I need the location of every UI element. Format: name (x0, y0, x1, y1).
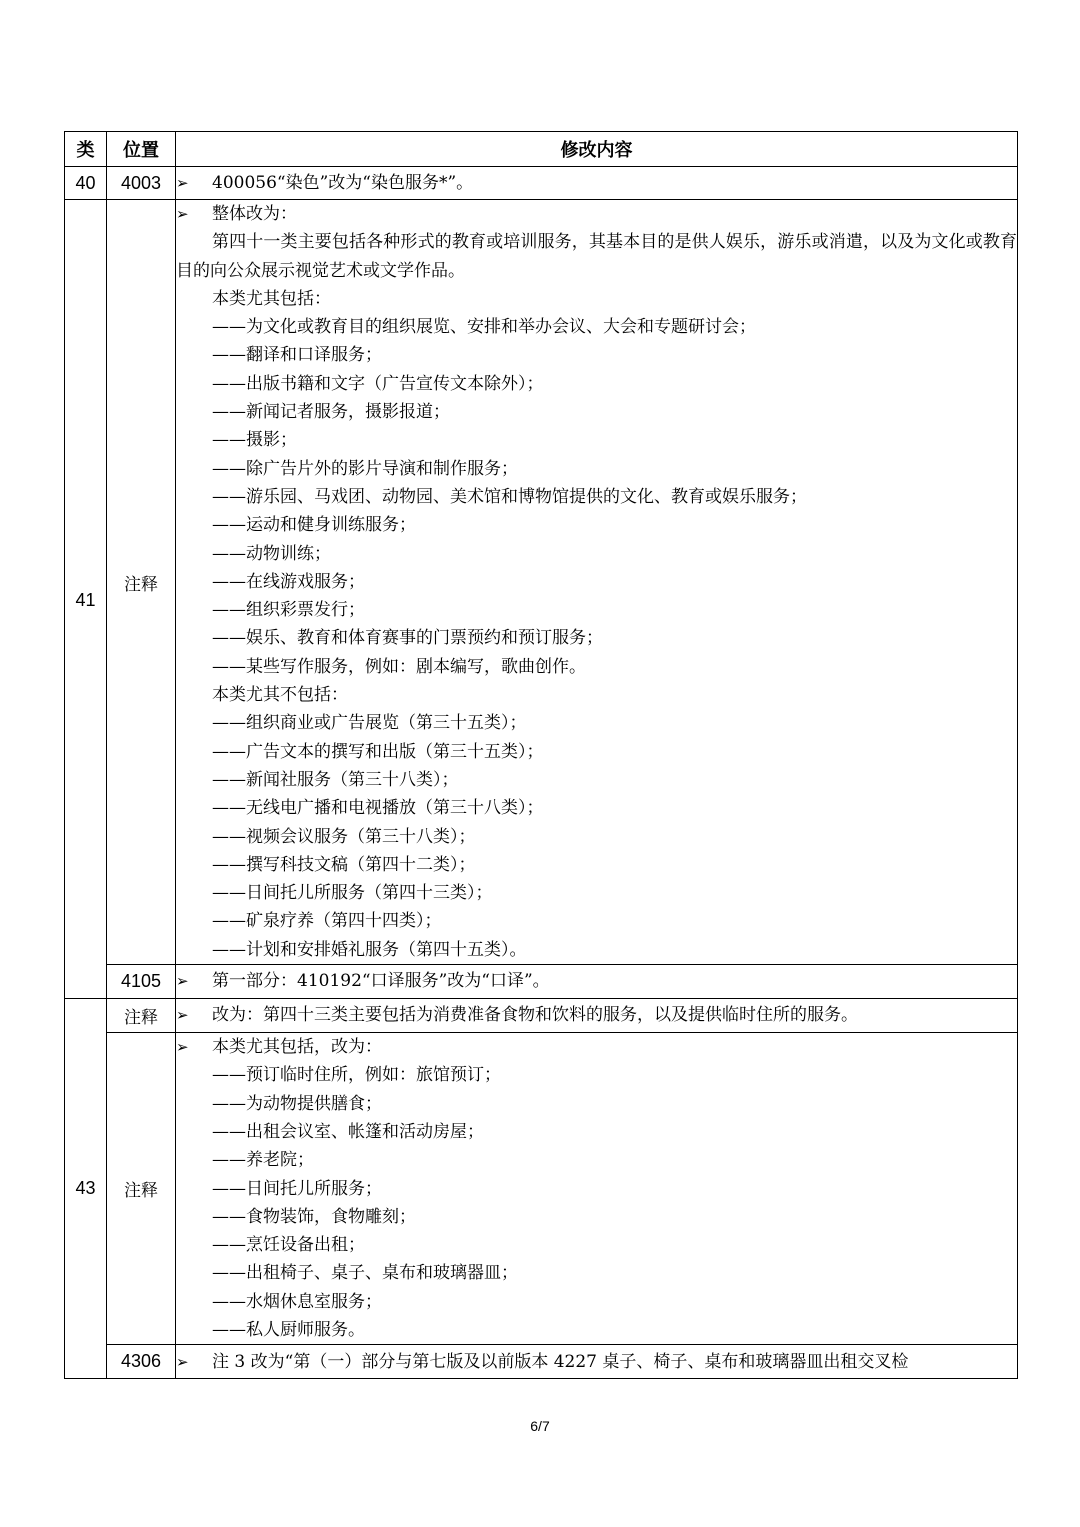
list-item: ——无线电广播和电视播放（第三十八类）； (212, 798, 544, 819)
position-cell-4003: 4003 (107, 167, 176, 200)
table-row-class-43-4306 (65, 1345, 1018, 1379)
list-item: ——在线游戏服务； (212, 571, 365, 592)
list-item: ——出租会议室、帐篷和活动房屋； (212, 1121, 484, 1142)
list-item: ——烹饪设备出租； (212, 1235, 365, 1256)
list-item: ——出租椅子、桌子、桌布和玻璃器皿； (212, 1263, 518, 1284)
list-item: ——娱乐、教育和体育赛事的门票预约和预订服务； (212, 628, 603, 649)
list-item: ——新闻社服务（第三十八类）； (212, 769, 459, 790)
content-intro: 本类尤其包括，改为： (212, 1037, 382, 1058)
list-item: ——矿泉疗养（第四十四类）； (212, 911, 442, 932)
arrow-bullet-icon: ➢ (176, 205, 189, 223)
includes-title: 本类尤其包括： (212, 288, 331, 309)
content-cell-43-note1 (176, 999, 1018, 1033)
list-item: ——日间托儿所服务； (212, 1178, 382, 1199)
list-item: ——养老院； (212, 1150, 314, 1171)
content-cell-4105 (176, 965, 1018, 999)
content-text: 改为：第四十三类主要包括为消费准备食物和饮料的服务，以及提供临时住所的服务。 (212, 1005, 858, 1026)
position-cell-43-note2: 注释 (107, 1033, 176, 1345)
position-cell-4105: 4105 (107, 965, 176, 999)
list-item: ——翻译和口译服务； (212, 345, 382, 366)
page-number: 6/7 (530, 1418, 550, 1434)
list-item: ——日间托儿所服务（第四十三类）； (212, 883, 493, 904)
content-paragraph: 第四十一类主要包括各种形式的教育或培训服务，其基本目的是供人娱乐，游乐或消遣，以及为文化或教育目的向公众展示视觉艺术或文学作品。 (176, 232, 1017, 281)
list-item: ——动物训练； (212, 543, 331, 564)
list-item: ——组织商业或广告展览（第三十五类）； (212, 713, 527, 734)
list-item: ——预订临时住所，例如：旅馆预订； (212, 1065, 501, 1086)
position-cell-43-note1: 注释 (107, 999, 176, 1033)
list-item: ——水烟休息室服务； (212, 1291, 382, 1312)
content-cell-41-note (176, 200, 1018, 965)
content-cell-4306 (176, 1345, 1018, 1379)
table-row-class-40 (65, 167, 1018, 200)
list-item: ——撰写科技文稿（第四十二类）； (212, 854, 476, 875)
content-text: 注 3 改为“第（一）部分与第七版及以前版本 4227 桌子、椅子、桌布和玻璃器皿出租交叉检 (212, 1351, 909, 1372)
arrow-bullet-icon: ➢ (176, 972, 189, 991)
list-item: ——视频会议服务（第三十八类）； (212, 826, 476, 847)
header-class: 类 (65, 132, 107, 167)
list-item: ——某些写作服务，例如：剧本编写，歌曲创作。 (212, 656, 586, 677)
table-row-class-41-4105 (65, 965, 1018, 999)
list-item: ——广告文本的撰写和出版（第三十五类）； (212, 741, 544, 762)
list-item: ——计划和安排婚礼服务（第四十五类）。 (212, 939, 527, 960)
table-row-class-41-note (65, 200, 1018, 965)
list-item: ——出版书籍和文字（广告宣传文本除外）； (212, 373, 544, 394)
class-cell-43: 43 (65, 999, 107, 1379)
position-cell-4306: 4306 (107, 1345, 176, 1379)
table-row-class-43-note1 (65, 999, 1018, 1033)
amendment-table (64, 131, 1018, 1379)
table-row-class-43-note2 (65, 1033, 1018, 1345)
list-item: ——新闻记者服务，摄影报道； (212, 402, 450, 423)
table-header-row (65, 132, 1018, 167)
list-item: ——除广告片外的影片导演和制作服务； (212, 458, 518, 479)
arrow-bullet-icon: ➢ (176, 1352, 189, 1371)
content-text: 400056“染色”改为“染色服务*”。 (212, 172, 474, 193)
excludes-title: 本类尤其不包括： (212, 685, 348, 706)
list-item: ——为文化或教育目的组织展览、安排和举办会议、大会和专题研讨会； (212, 317, 756, 338)
content-text: 第一部分：410192“口译服务”改为“口译”。 (212, 971, 550, 992)
content-intro: 整体改为： (212, 204, 297, 224)
header-content: 修改内容 (176, 132, 1018, 167)
arrow-bullet-icon: ➢ (176, 1038, 189, 1057)
list-item: ——运动和健身训练服务； (212, 515, 416, 536)
content-cell-4003 (176, 167, 1018, 200)
arrow-bullet-icon: ➢ (176, 173, 189, 192)
class-cell-40: 40 (65, 167, 107, 200)
arrow-bullet-icon: ➢ (176, 1006, 189, 1025)
class-cell-41: 41 (65, 200, 107, 999)
position-cell-41-note: 注释 (107, 200, 176, 965)
list-item: ——摄影； (212, 430, 297, 451)
list-item: ——游乐园、马戏团、动物园、美术馆和博物馆提供的文化、教育或娱乐服务； (212, 486, 807, 507)
header-position: 位置 (107, 132, 176, 167)
list-item: ——为动物提供膳食； (212, 1093, 382, 1114)
list-item: ——组织彩票发行； (212, 600, 365, 621)
list-item: ——私人厨师服务。 (212, 1319, 365, 1340)
content-cell-43-note2 (176, 1033, 1018, 1345)
list-item: ——食物装饰，食物雕刻； (212, 1206, 416, 1227)
